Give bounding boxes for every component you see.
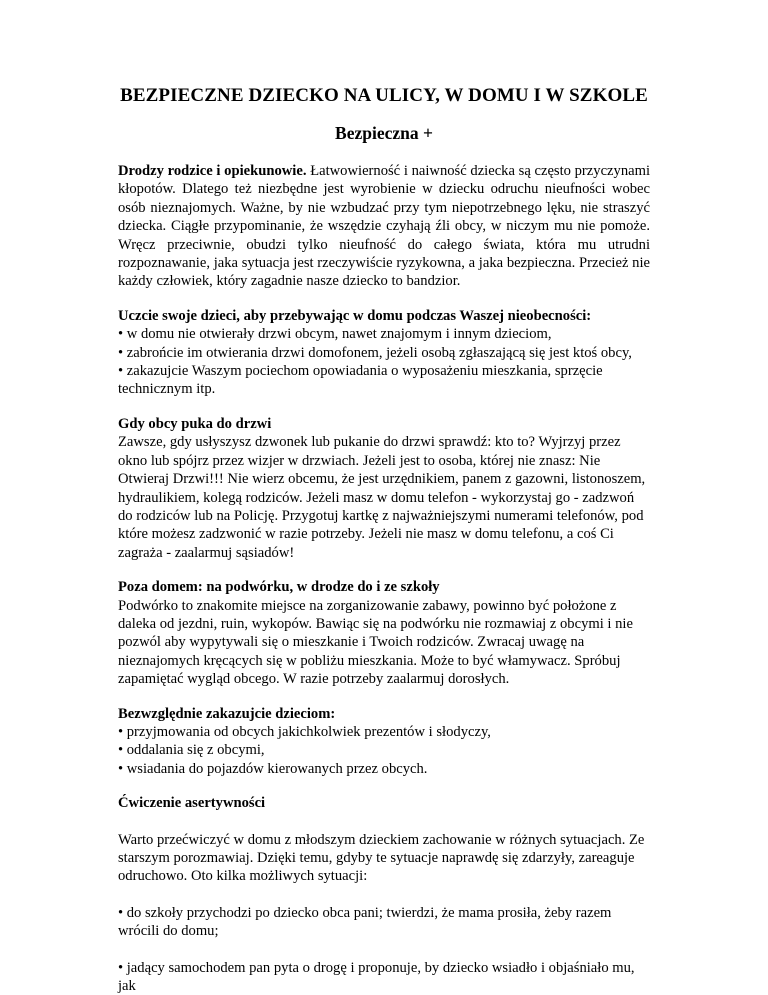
assertiveness-text: Warto przećwiczyć w domu z młodszym dzieckiem zachowanie w różnych sytuacjach. Ze starszym porozmawiaj. Dzięki temu, gdyby te sytuacje naprawdę się zdarzyły, zareaguje odruchowo. Oto kilka możliwych sytuacji: — [118, 831, 645, 885]
home-absence-section — [118, 307, 650, 399]
home-absence-heading: Uczcie swoje dzieci, aby przebywając w domu podczas Waszej nieobecności: — [118, 307, 592, 324]
forbid-section — [118, 705, 650, 779]
assertiveness-heading: Ćwiczenie asertywności — [118, 795, 266, 812]
forbid-list — [118, 723, 650, 778]
home-absence-list — [118, 325, 650, 399]
situation-item: • jadący samochodem pan pyta o drogę i proponuje, by dziecko wsiadło i objaśniało mu, jak — [118, 959, 635, 995]
document-subtitle: Bezpieczna + — [335, 123, 433, 143]
list-item: • zabrońcie im otwierania drzwi domofonem, jeżeli osobą zgłaszającą się jest ktoś obcy, — [118, 344, 632, 361]
stranger-knocks-text: Zawsze, gdy usłyszysz dzwonek lub pukanie do drzwi sprawdź: kto to? Wyjrzyj przez okno lub spójrz przez wizjer w drzwiach. Jeżeli jest to osoba, której nie znasz: Nie Otwieraj Drzwi!!! Nie wierz obcemu, że jest urzędnikiem, panem z gazowni, listonoszem, hydraulikiem, kolegą rodziców. Jeżeli masz w domu telefon - wykorzystaj go - zadzwoń do rodziców lub na Policję. Przygotuj kartkę z najważniejszymi numerami telefonów, pod które możesz zadzwonić w razie potrzeby. Jeżeli nie masz w domu telefonu, a coś Ci zagraża - zaalarmuj sąsiadów! — [118, 434, 646, 561]
forbid-heading: Bezwzględnie zakazujcie dzieciom: — [118, 705, 336, 722]
intro-lead: Drodzy rodzice i opiekunowie. — [118, 163, 307, 179]
list-item: • w domu nie otwierały drzwi obcym, nawet znajomym i innym dzieciom, — [118, 326, 552, 343]
list-item: • wsiadania do pojazdów kierowanych przez obcych. — [118, 760, 428, 777]
list-item: • oddalania się z obcymi, — [118, 742, 265, 759]
intro-text: Łatwowierność i naiwność dziecka są często przyczynami kłopotów. Dlatego też niezbędne jest wyrobienie w dziecku odruchu nieufności wobec osób nieznajomych. Ważne, by nie wzbudzać przy tym niepotrzebnego lęku, nie straszyć dziecka. Ciągłe przypominanie, że wszędzie czyhają źli obcy, w niczym mu nie pomoże. Wręcz przeciwnie, obudzi tylko nieufność do całego świata, która mu utrudni rozpoznawanie, jaka sytuacja jest rzeczywiście ryzykowna, a jaka bezpieczna. Przecież nie każdy człowiek, który zagadnie nasze dziecko to bandzior. — [118, 163, 651, 290]
outside-home-text: Podwórko to znakomite miejsce na zorganizowanie zabawy, powinno być położone z daleka od jezdni, ruin, wykopów. Bawiąc się na podwórku nie rozmawiaj z obcymi i nie pozwól aby wypytywali się o mieszkanie i Twoich rodziców. Zwracaj uwagę na nieznajomych kręcących się w pobliżu mieszkania. Może to być włamywacz. Spróbuj zapamiętać wygląd obcego. W razie potrzeby zaalarmuj dorosłych. — [118, 597, 633, 688]
situation-item: • do szkoły przychodzi po dziecko obca pani; twierdzi, że mama prosiła, żeby razem wrócili do domu; — [118, 904, 612, 940]
outside-home-section — [118, 578, 650, 688]
outside-home-heading: Poza domem: na podwórku, w drodze do i ze szkoły — [118, 579, 440, 596]
list-item: • przyjmowania od obcych jakichkolwiek prezentów i słodyczy, — [118, 723, 491, 740]
list-item: • zakazujcie Waszym pociechom opowiadania o wyposażeniu mieszkania, sprzęcie technicznym itp. — [118, 363, 603, 398]
assertiveness-section — [118, 794, 650, 995]
document-title: BEZPIECZNE DZIECKO NA ULICY, W DOMU I W SZKOLE — [120, 85, 648, 106]
stranger-knocks-heading: Gdy obcy puka do drzwi — [118, 415, 272, 432]
intro-paragraph — [118, 162, 650, 291]
stranger-knocks-section — [118, 415, 650, 562]
